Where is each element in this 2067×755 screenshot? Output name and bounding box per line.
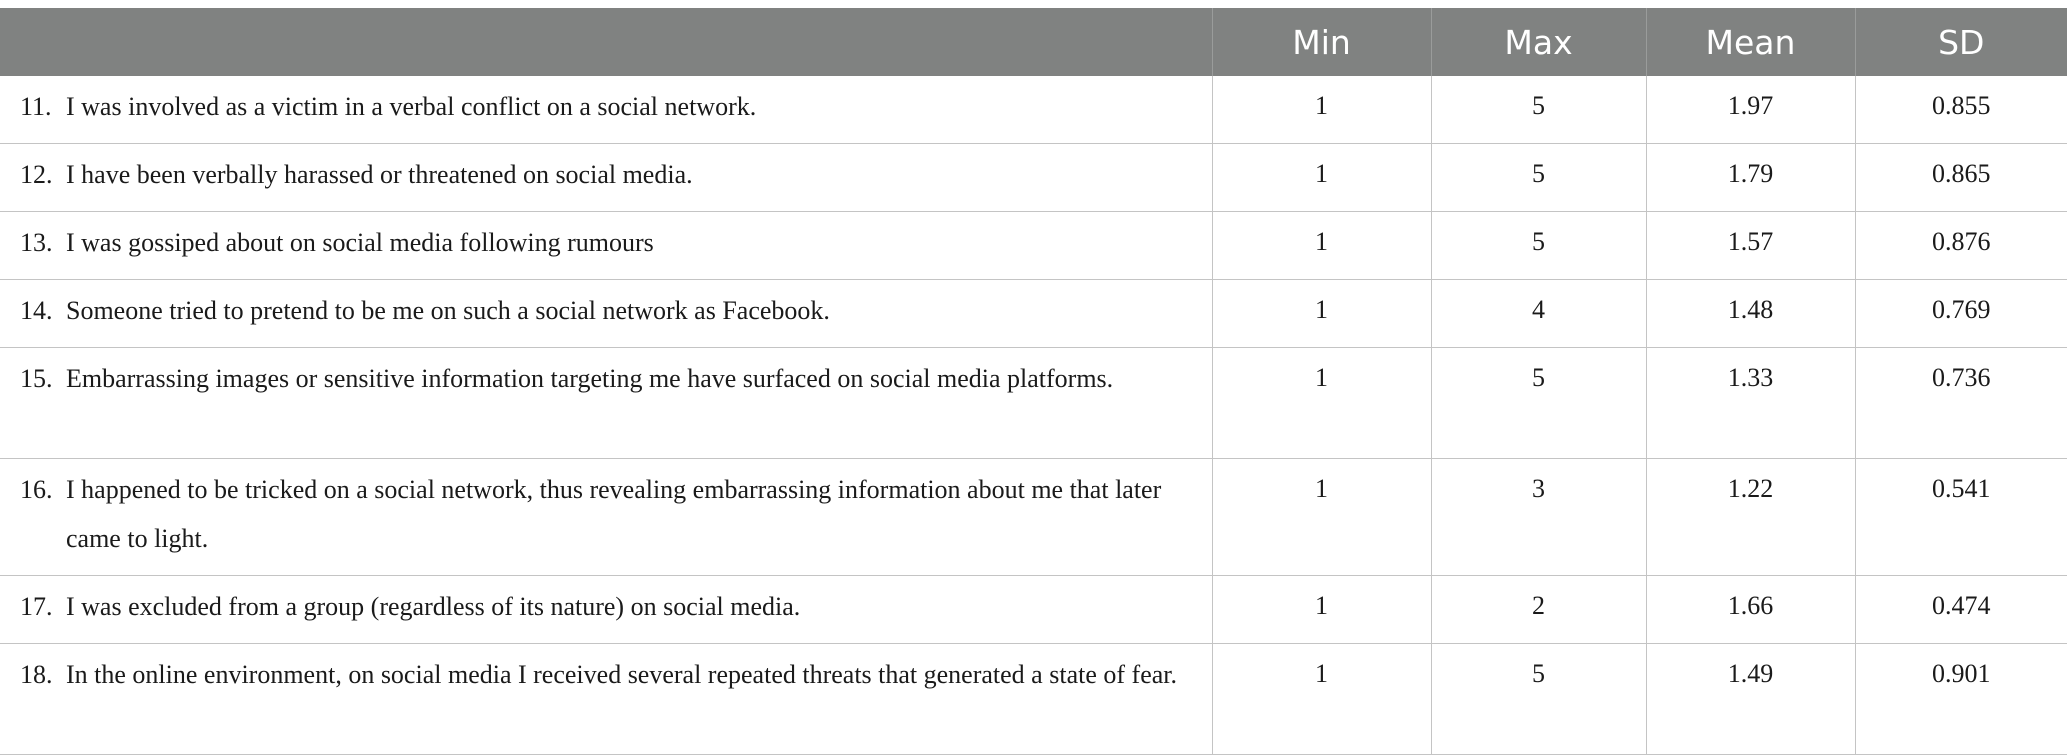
min-cell: 1 (1212, 212, 1431, 280)
item-number: 13. (20, 228, 53, 257)
table-row (0, 144, 2067, 212)
item-cell (0, 348, 1212, 459)
mean-cell: 1.66 (1646, 576, 1855, 644)
table-row (0, 212, 2067, 280)
item-cell (0, 280, 1212, 348)
statistics-table-container (0, 8, 2067, 755)
table-body (0, 76, 2067, 755)
item-number: 18. (20, 660, 53, 689)
sd-cell: 0.865 (1855, 144, 2067, 212)
table-row (0, 348, 2067, 459)
item-text: I happened to be tricked on a social network, thus revealing embarrassing information about me that later came to light. (66, 475, 1162, 553)
item-text: Someone tried to pretend to be me on such a social network as Facebook. (66, 296, 830, 325)
sd-cell: 0.876 (1855, 212, 2067, 280)
item-text: I was involved as a victim in a verbal conflict on a social network. (66, 92, 757, 121)
mean-cell: 1.22 (1646, 459, 1855, 576)
mean-cell: 1.57 (1646, 212, 1855, 280)
sd-cell: 0.901 (1855, 644, 2067, 755)
min-cell: 1 (1212, 348, 1431, 459)
min-cell: 1 (1212, 144, 1431, 212)
item-cell (0, 459, 1212, 576)
item-cell (0, 212, 1212, 280)
max-cell: 5 (1431, 144, 1646, 212)
table-header (0, 8, 2067, 76)
sd-cell: 0.736 (1855, 348, 2067, 459)
item-text: I was excluded from a group (regardless of its nature) on social media. (66, 592, 801, 621)
item-text: I have been verbally harassed or threatened on social media. (66, 160, 693, 189)
min-cell: 1 (1212, 76, 1431, 144)
mean-cell: 1.79 (1646, 144, 1855, 212)
mean-cell: 1.97 (1646, 76, 1855, 144)
max-cell: 2 (1431, 576, 1646, 644)
max-cell: 5 (1431, 644, 1646, 755)
mean-cell: 1.49 (1646, 644, 1855, 755)
max-cell: 5 (1431, 348, 1646, 459)
min-cell: 1 (1212, 576, 1431, 644)
sd-cell: 0.474 (1855, 576, 2067, 644)
item-number: 16. (20, 475, 53, 504)
item-number: 17. (20, 592, 53, 621)
table-row (0, 76, 2067, 144)
item-text: In the online environment, on social media I received several repeated threats that generated a state of fear. (66, 660, 1177, 689)
max-cell: 3 (1431, 459, 1646, 576)
min-cell: 1 (1212, 644, 1431, 755)
item-number: 14. (20, 296, 53, 325)
max-cell: 5 (1431, 76, 1646, 144)
item-text: Embarrassing images or sensitive information targeting me have surfaced on social media platforms. (66, 364, 1114, 393)
header-mean: Mean (1646, 8, 1855, 76)
item-number: 11. (20, 92, 52, 121)
sd-cell: 0.541 (1855, 459, 2067, 576)
sd-cell: 0.769 (1855, 280, 2067, 348)
header-sd: SD (1855, 8, 2067, 76)
item-text: I was gossiped about on social media following rumours (66, 228, 654, 257)
item-number: 12. (20, 160, 53, 189)
mean-cell: 1.48 (1646, 280, 1855, 348)
header-row (0, 8, 2067, 76)
header-max: Max (1431, 8, 1646, 76)
header-item (0, 8, 1212, 76)
item-number: 15. (20, 364, 53, 393)
max-cell: 4 (1431, 280, 1646, 348)
mean-cell: 1.33 (1646, 348, 1855, 459)
item-cell (0, 644, 1212, 755)
statistics-table (0, 8, 2067, 755)
item-cell (0, 76, 1212, 144)
table-row (0, 576, 2067, 644)
header-min: Min (1212, 8, 1431, 76)
table-row (0, 280, 2067, 348)
sd-cell: 0.855 (1855, 76, 2067, 144)
item-cell (0, 576, 1212, 644)
item-cell (0, 144, 1212, 212)
min-cell: 1 (1212, 280, 1431, 348)
table-row (0, 644, 2067, 755)
table-row (0, 459, 2067, 576)
min-cell: 1 (1212, 459, 1431, 576)
max-cell: 5 (1431, 212, 1646, 280)
